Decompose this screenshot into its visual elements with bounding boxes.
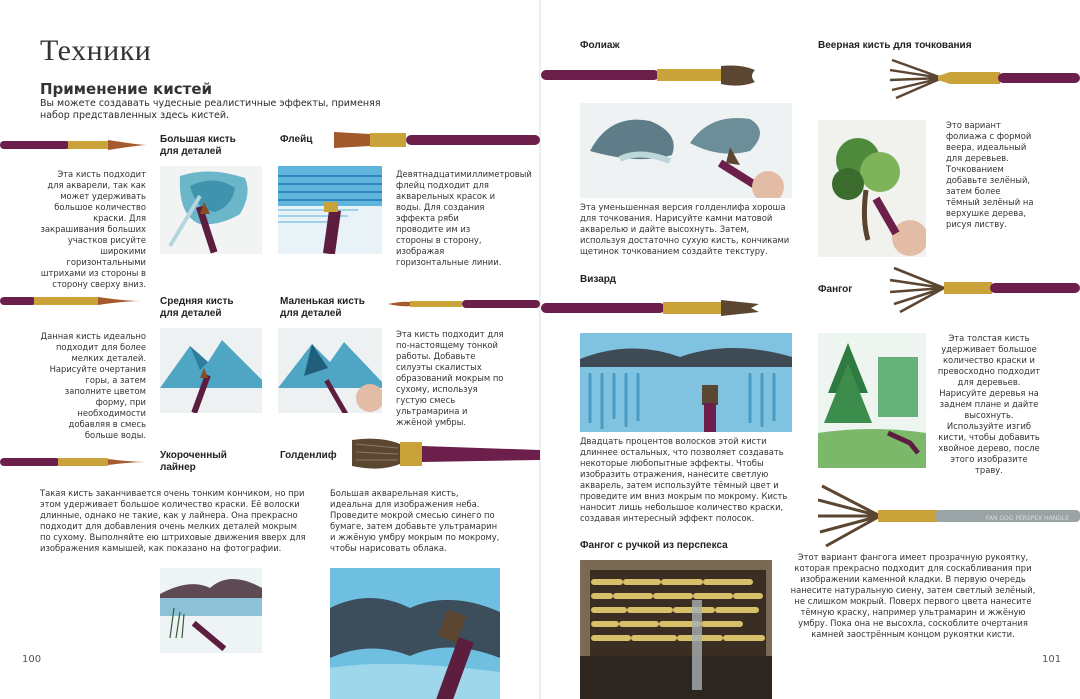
wizard-text: Двадцать процентов волосков этой кисти длиннее остальных, что позволяет создавать некоторые любопытные эффекты. Чтобы изобразить отражения, нанесите светлую акварель, затем используйте тёмный цвет и проведите им вниз мокрым по мокрому. Кисть наносит лишь небольшое количество краски, создавая интересный эффект полосок. bbox=[580, 436, 788, 523]
flat-photo bbox=[278, 166, 382, 254]
page-spine bbox=[539, 0, 541, 699]
wizard-photo bbox=[580, 333, 792, 432]
flat-brush-image bbox=[330, 124, 540, 156]
fan-label: Фангог bbox=[818, 284, 853, 295]
goldenleaf-photo bbox=[330, 568, 500, 699]
fan-perspex-text: Этот вариант фангога имеет прозрачную рукоятку, которая прекрасно подходит для соскабливания при изображении каменной кладки. В первую очередь нанесите натуральную сиену, затем светлый зелёный, не слишком мокрый. Поверх первого цвета нанесите тёмную краску, например ультрамарин и жжёную умбру. Пока она не высохла, соскоблите очертания камней заострённым концом рукоятки кисти. bbox=[790, 552, 1036, 639]
liner-photo bbox=[160, 568, 262, 653]
fan-perspex-brush-image bbox=[818, 480, 1080, 552]
page-number-left: 100 bbox=[22, 654, 42, 665]
small-detail-brush-image bbox=[388, 296, 540, 312]
medium-detail-brush-image bbox=[0, 291, 150, 311]
intro-text: Вы можете создавать чудесные реалистичные эффекты, применяя набор представленных здесь кистей. bbox=[40, 98, 381, 121]
medium-detail-text: Данная кисть идеально подходит для более мелких деталей. Нарисуйте очертания горы, а затем заполните цветом форму, при необходимости добавляя в смесь больше воды. bbox=[40, 331, 146, 440]
foliage-photo bbox=[580, 103, 792, 198]
foliage-label: Фолиаж bbox=[580, 40, 620, 51]
fan-stipple-photo bbox=[818, 120, 926, 257]
liner-text: Такая кисть заканчивается очень тонким кончиком, но при этом удерживает большое количество краски. Её волоски длинные, однако не такие, как у лайнера. Она прекрасно подходит для добавления очень мелких деталей мокрым по сухому. Выполняйте ею штриховые движения вверх для изображения камышей, как показано на фотографии. bbox=[40, 488, 306, 553]
goldenleaf-brush-image bbox=[350, 432, 540, 476]
fan-stipple-brush-image bbox=[890, 56, 1080, 100]
section-subtitle: Применение кистей bbox=[40, 80, 213, 98]
flat-label: Флейц bbox=[280, 134, 313, 145]
liner-label: Укороченный лайнер bbox=[160, 450, 227, 473]
wizard-label: Визард bbox=[580, 274, 616, 285]
large-detail-photo bbox=[160, 166, 262, 254]
medium-detail-photo bbox=[160, 328, 262, 413]
large-detail-text: Эта кисть подходит для акварели, так как может удерживать большое количество краски. Для закрашивания больших участков рисуйте широкими горизонтальными штрихами из стороны в сторону сверху вниз. bbox=[40, 169, 146, 289]
goldenleaf-label: Голденлиф bbox=[280, 450, 337, 461]
medium-detail-label: Средняя кисть для деталей bbox=[160, 296, 234, 319]
fan-brush-image bbox=[890, 264, 1080, 314]
goldenleaf-text: Большая акварельная кисть, идеальна для изображения неба. Проведите мокрой смесью синего по бумаге, затем добавьте ультрамарин и жжёную умбру мокрым по мокрому, чтобы нарисовать облака. bbox=[330, 488, 500, 553]
foliage-text: Эта уменьшенная версия голденлифа хороша для точкования. Нарисуйте камни матовой акварелью и дайте высохнуть. Затем, используя достаточно сухую кисть, кончиками щетинок точкованием создайте текстуру. bbox=[580, 202, 790, 256]
page-title: Техники bbox=[40, 34, 152, 67]
fan-perspex-photo bbox=[580, 560, 772, 699]
wizard-brush-image bbox=[541, 294, 761, 324]
foliage-brush-image bbox=[541, 60, 756, 90]
liner-brush-image bbox=[0, 454, 150, 470]
small-detail-text: Эта кисть подходит для по-настоящему тонкой работы. Добавьте силуэты скалистых образований мокрым по сухому, используя густую смесь ультрамарина и жжёной умбры. bbox=[396, 329, 504, 427]
flat-text: Девятнадцатимиллиметровый флейц подходит для акварельных красок и воды. Для создания эффекта ряби проводите им из стороны в сторону, изображая горизонтальные линии. bbox=[396, 169, 532, 267]
small-detail-photo bbox=[278, 328, 382, 413]
fan-photo bbox=[818, 333, 926, 468]
fan-stipple-label: Веерная кисть для точкования bbox=[818, 40, 972, 51]
large-detail-label: Большая кисть для деталей bbox=[160, 134, 236, 157]
page-number-right: 101 bbox=[1042, 654, 1062, 665]
large-detail-brush-image bbox=[0, 134, 150, 156]
small-detail-label: Маленькая кисть для деталей bbox=[280, 296, 365, 319]
perspex-handle-imprint: FAN GOG PERSPEX HANDLE bbox=[986, 515, 1070, 522]
fan-text: Эта толстая кисть удерживает большое количество краски и превосходно подходит для деревьев. Нарисуйте деревья на заднем плане и дайте высохнуть. Используйте изгиб кисти, чтобы добавить хвойное дерево, после этого изобразите траву. bbox=[937, 333, 1041, 475]
fan-stipple-text: Это вариант фолиажа с формой веера, идеальный для деревьев. Точкованием добавьте зелёный, затем более тёмный зелёный на верхушке дерева, рисуя листву. bbox=[946, 120, 1034, 229]
fan-perspex-label: Фангог с ручкой из перспекса bbox=[580, 540, 728, 551]
